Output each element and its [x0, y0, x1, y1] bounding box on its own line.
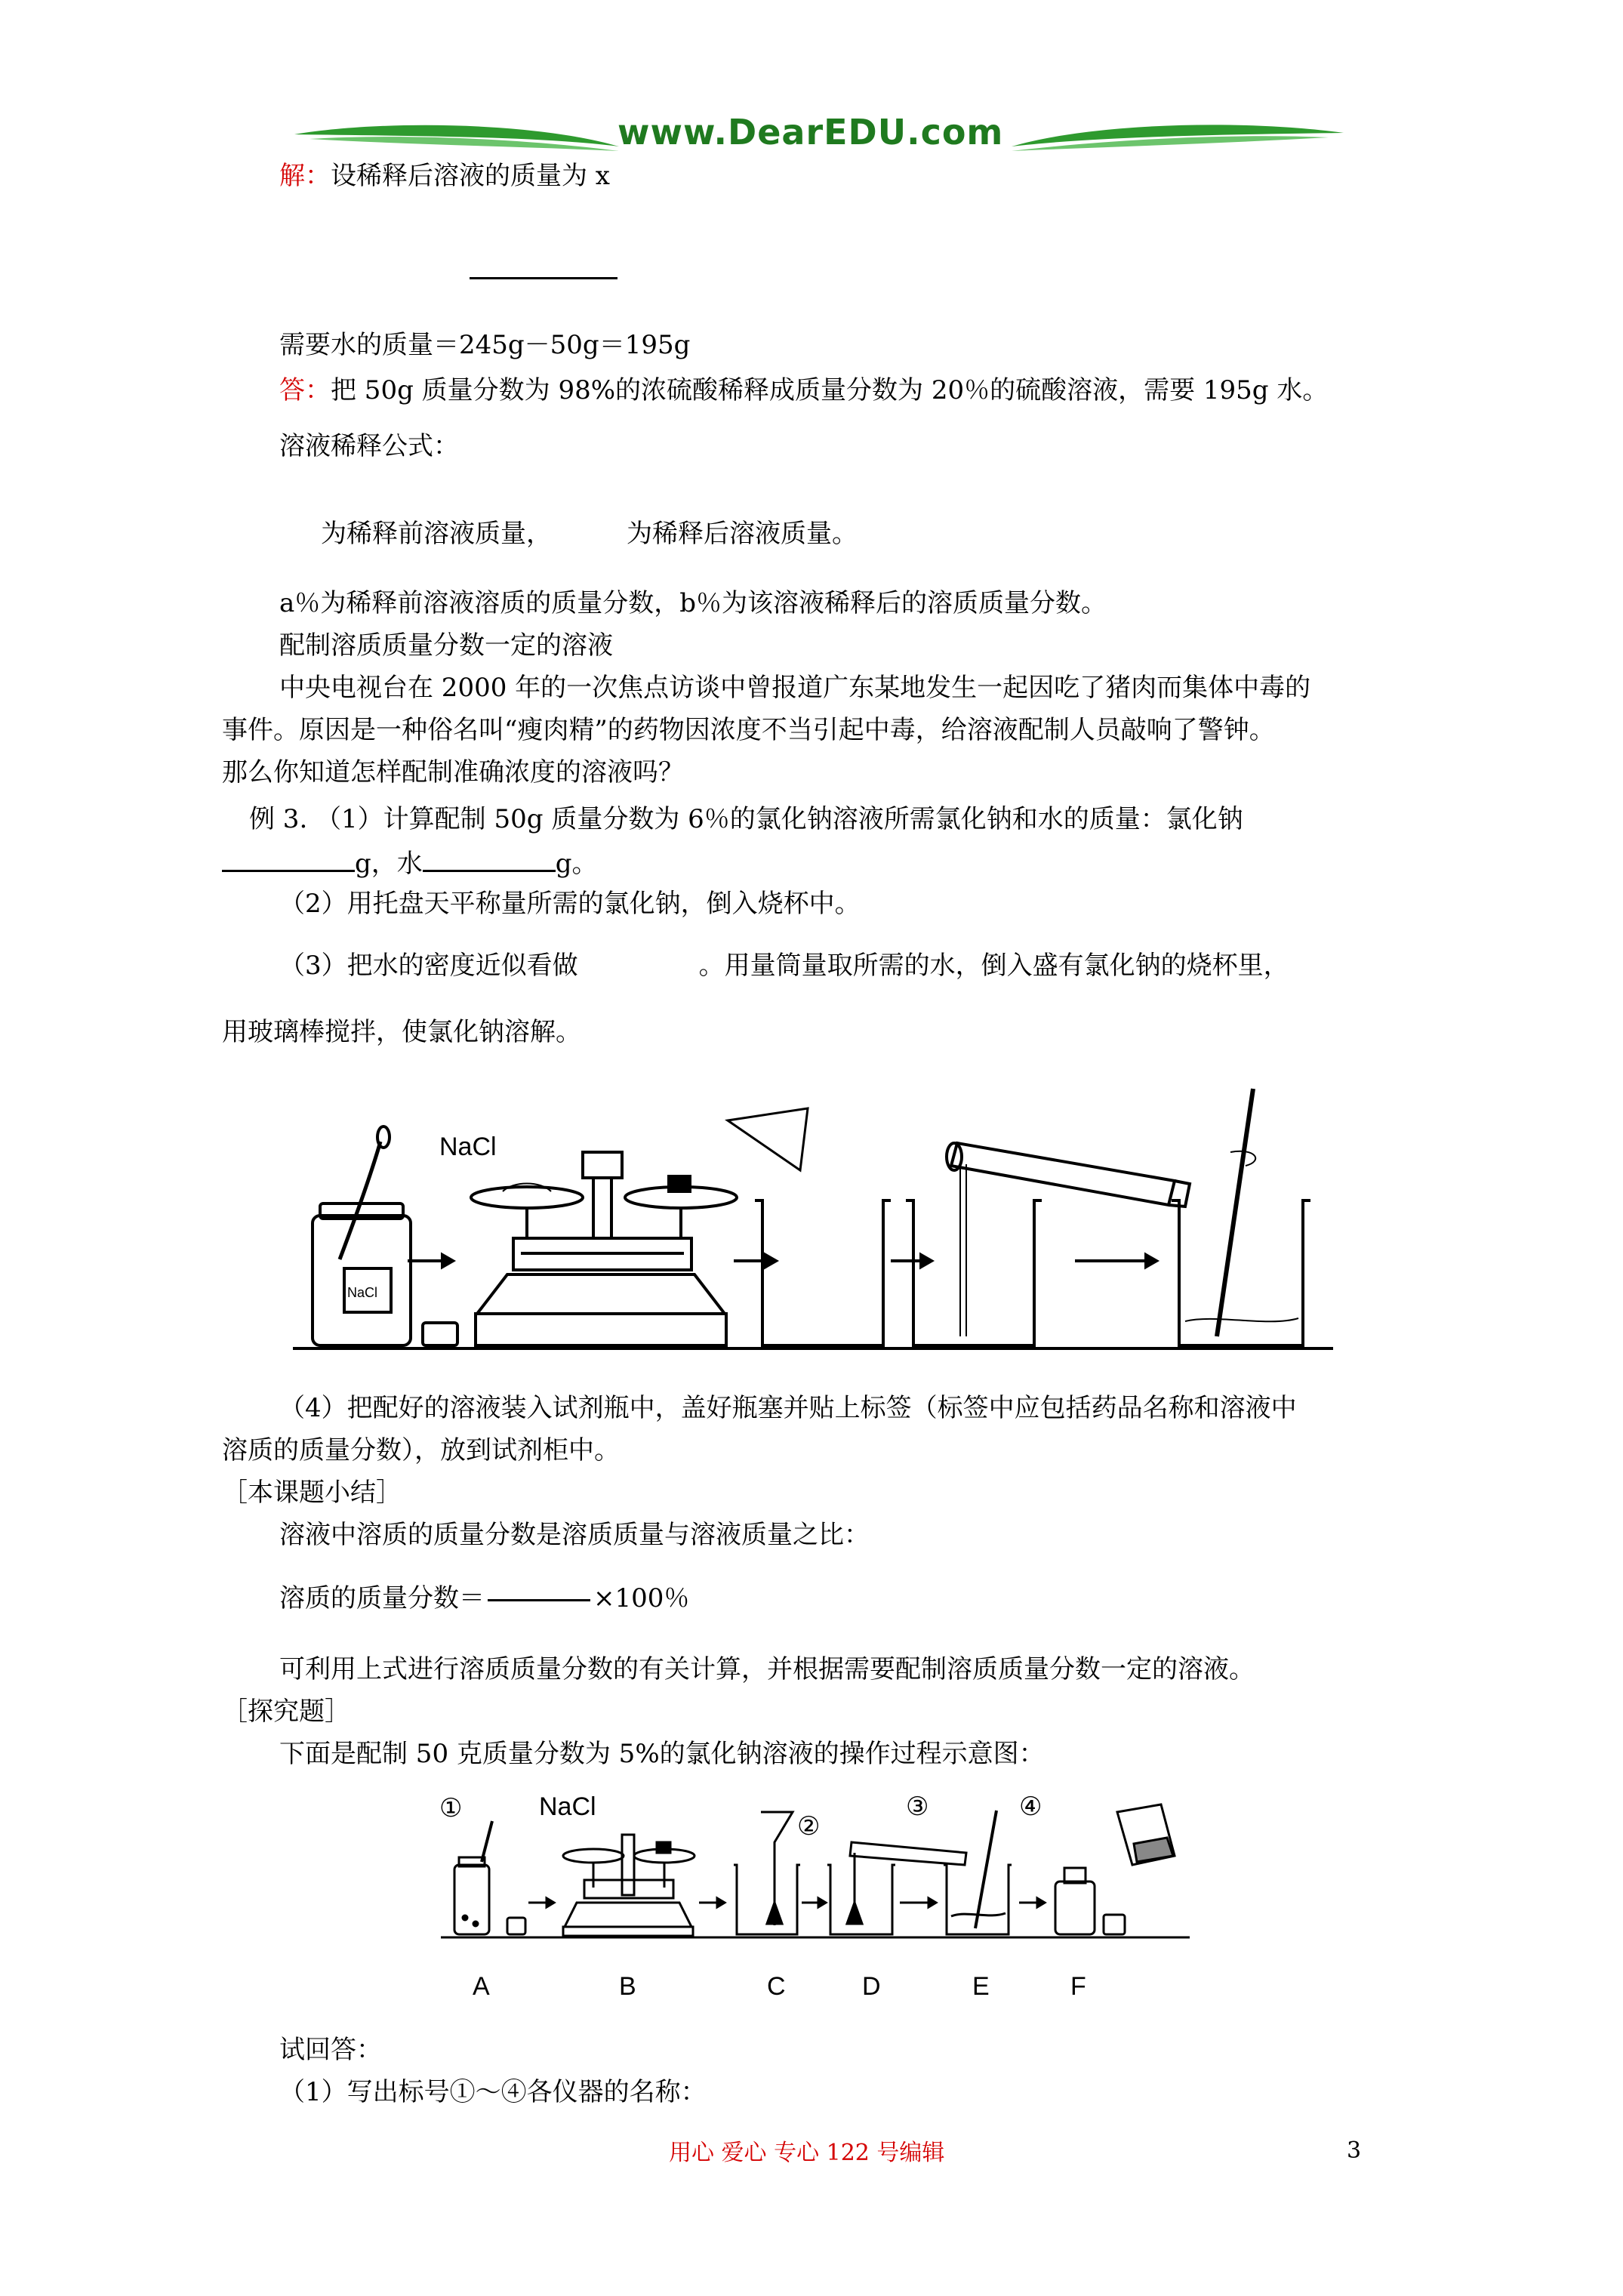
summary-formula	[279, 1581, 689, 1616]
letter-d: D	[862, 1972, 881, 2001]
step-2: （2）用托盘天平称量所需的氯化钠，倒入烧杯中。	[279, 889, 861, 919]
water-mass-line: 需要水的质量＝245g－50g＝195g	[279, 330, 691, 360]
question-label: 试回答：	[279, 2035, 382, 2065]
percent-description: a％为稀释前溶液溶质的质量分数，b％为该溶液稀释后的溶质质量分数。	[279, 588, 1107, 618]
explore-jar-icon	[454, 1821, 525, 1934]
blank-water-mass[interactable]	[423, 844, 556, 872]
explore-beaker-c-icon	[734, 1812, 800, 1934]
answer-line	[279, 373, 1328, 408]
preparation-figure	[287, 1087, 1419, 1374]
header-logo	[294, 106, 1336, 166]
explore-num-1: ①	[439, 1794, 463, 1823]
ex-g1-text: g，水	[355, 849, 423, 879]
beaker-2-icon	[906, 1164, 1042, 1345]
answer-text: 把 50g 质量分数为 98%的浓硫酸稀释成质量分数为 20％的硫酸溶液，需要 195g 水。	[331, 375, 1329, 405]
mass-before-text: 为稀释前溶液质量，	[321, 519, 552, 549]
answer-label: 答：	[279, 375, 331, 405]
dilution-formula-title: 溶液稀释公式：	[279, 431, 459, 461]
explore-balance-icon	[563, 1835, 694, 1936]
mass-after-text: 为稀释后溶液质量。	[627, 519, 858, 549]
explore-intro: 下面是配制 50 克质量分数为 5%的氯化钠溶液的操作过程示意图：	[279, 1739, 1045, 1769]
summary-line-2: 可利用上式进行溶质质量分数的有关计算，并根据需要配制溶质质量分数一定的溶液。	[279, 1654, 1255, 1684]
letter-e: E	[972, 1972, 990, 2001]
example-line-1: 例 3. （1）计算配制 50g 质量分数为 6％的氯化钠溶液所需氯化钠和水的质量：氯化钠	[249, 804, 1243, 834]
beaker-3-icon	[1172, 1089, 1310, 1345]
intro-line-2: 事件。原因是一种俗名叫“瘦肉精”的药物因浓度不当引起中毒，给溶液配制人员敲响了警钟。	[222, 715, 1275, 745]
intro-line-1: 中央电视台在 2000 年的一次焦点访谈中曾报道广东某地发生一起因吃了猪肉而集体中毒的	[279, 673, 1311, 703]
prepare-title: 配制溶质质量分数一定的溶液	[279, 630, 613, 661]
formula-right: ×100％	[593, 1583, 690, 1613]
figure-nacl-label: NaCl	[439, 1133, 497, 1161]
footer-text: 用心 爱心 专心 122 号编辑	[669, 2140, 945, 2166]
fraction-bar	[470, 277, 617, 279]
explore-num-3: ③	[906, 1792, 929, 1821]
explore-bottle-icon	[1055, 1804, 1175, 1934]
explore-num-4: ④	[1019, 1792, 1042, 1821]
arrow-2-icon	[734, 1255, 776, 1267]
jie-text: 设稀释后溶液的质量为 x	[331, 161, 610, 191]
arrow-3-icon	[891, 1255, 932, 1267]
reagent-jar-icon	[313, 1126, 411, 1345]
blank-nacl-mass[interactable]	[222, 844, 355, 872]
logo-swoosh-right-icon	[1012, 113, 1344, 166]
page-number: 3	[1347, 2137, 1362, 2164]
ex-g2-text: g。	[555, 849, 598, 879]
example-line-2	[222, 844, 598, 881]
solution-line	[279, 159, 610, 193]
jar-nacl-label: NaCl	[347, 1285, 378, 1300]
balance-icon	[471, 1152, 737, 1345]
formula-left: 溶质的质量分数＝	[279, 1583, 485, 1613]
graduated-cylinder-icon	[947, 1143, 1190, 1207]
step-3b: 。用量筒量取所需的水，倒入盛有氯化钠的烧杯里，	[698, 951, 1289, 981]
arrow-4-icon	[1075, 1255, 1156, 1267]
explore-beaker-d-icon	[827, 1842, 966, 1934]
arrow-1-icon	[408, 1255, 453, 1267]
explore-heading: ［探究题］	[222, 1697, 350, 1727]
letter-c: C	[767, 1972, 786, 2001]
letter-b: B	[619, 1972, 636, 2001]
explore-figure	[438, 1789, 1238, 2008]
letter-f: F	[1070, 1972, 1086, 2001]
beaker-1-icon	[728, 1108, 891, 1345]
step-4-line-2: 溶质的质量分数），放到试剂柜中。	[222, 1435, 620, 1465]
step-3-line-2: 用玻璃棒搅拌，使氯化钠溶解。	[222, 1017, 581, 1047]
jie-label: 解：	[279, 161, 331, 191]
formula-fraction-bar	[488, 1599, 590, 1601]
explore-beaker-e-icon	[944, 1811, 1012, 1934]
step-3a: （3）把水的密度近似看做	[279, 951, 578, 981]
letter-a: A	[473, 1972, 490, 2001]
step-3-line-1	[279, 948, 1289, 983]
intro-line-3: 那么你知道怎样配制准确浓度的溶液吗？	[222, 757, 684, 787]
step-4-line-1: （4）把配好的溶液装入试剂瓶中，盖好瓶塞并贴上标签（标签中应包括药品名称和溶液中	[279, 1393, 1297, 1423]
logo-text: www.DearEDU.com	[617, 112, 1004, 153]
question-1: （1）写出标号①～④各仪器的名称：	[279, 2077, 707, 2107]
summary-line-1: 溶液中溶质的质量分数是溶质质量与溶液质量之比：	[279, 1520, 870, 1550]
explore-nacl: NaCl	[539, 1792, 596, 1821]
summary-heading: ［本课题小结］	[222, 1478, 402, 1508]
explore-num-2: ②	[797, 1812, 821, 1841]
